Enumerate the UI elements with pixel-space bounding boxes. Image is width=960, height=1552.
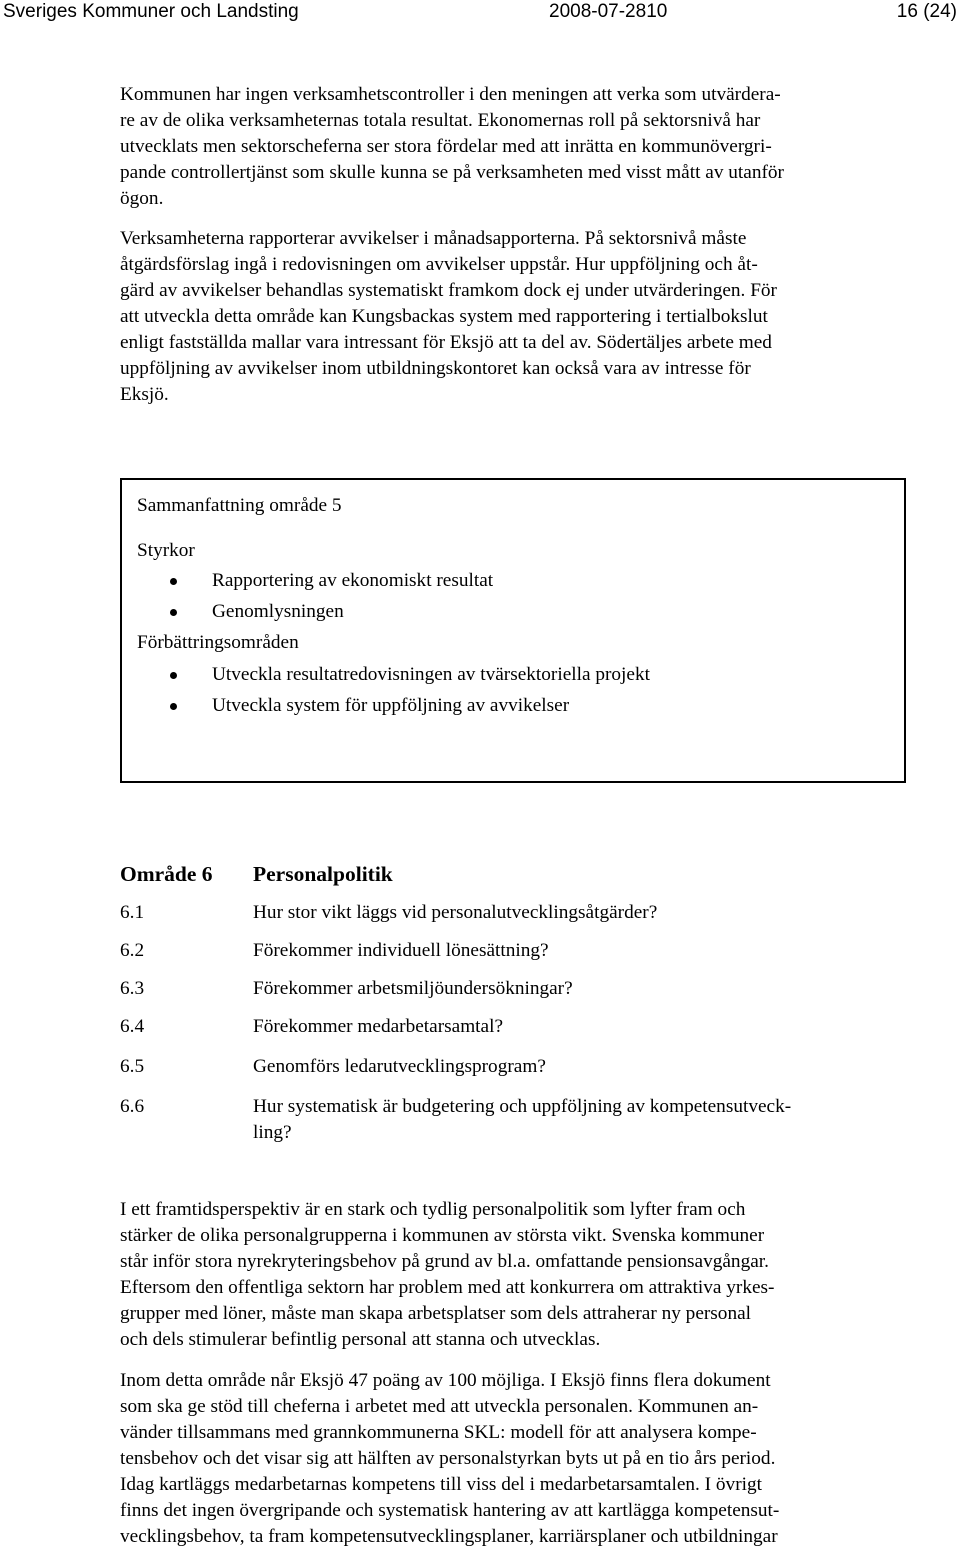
paragraph-score: [120, 1368, 910, 1550]
text-line: Eksjö.: [120, 384, 169, 405]
bullet-dot-icon: [170, 672, 177, 679]
text-line: ögon.: [120, 188, 164, 209]
improvements-heading: Förbättringsområden: [137, 632, 299, 653]
bullet-dot-icon: [170, 703, 177, 710]
text-line: Idag kartläggs medarbetarnas kompetens till viss del i medarbetarsamtalen. I övrigt: [120, 1474, 762, 1495]
section-title: Personalpolitik: [253, 862, 393, 886]
paragraph-controller: [120, 82, 910, 212]
text-line: Kommunen har ingen verksamhetscontroller i den meningen att verka som utvärdera-: [120, 84, 781, 105]
text-line: uppföljning av avvikelser inom utbildningskontoret kan också vara av intresse för: [120, 358, 751, 379]
text-line: I ett framtidsperspektiv är en stark och tydlig personalpolitik som lyfter fram och: [120, 1199, 746, 1220]
text-line: gärd av avvikelser behandlas systematiskt framkom dock ej under utvärderingen. För: [120, 280, 777, 301]
text-line: att utveckla detta område kan Kungsbackas system med rapportering i tertialbokslut: [120, 306, 768, 327]
section-number: Område 6: [120, 862, 213, 886]
text-line: står inför stora nyrekryteringsbehov på grund av bl.a. omfattande pensionsavgångar.: [120, 1251, 769, 1272]
text-line: utvecklats men sektorscheferna ser stora fördelar med att inrätta en kommunövergri-: [120, 136, 772, 157]
question-text: Hur systematisk är budgetering och uppföljning av kompetensutveck-: [253, 1096, 792, 1117]
text-line: Eftersom den offentliga sektorn har problem med att konkurrera om attraktiva yrkes-: [120, 1277, 775, 1298]
text-line: och dels stimulerar befintlig personal att stanna och utvecklas.: [120, 1329, 601, 1350]
question-text: Förekommer arbetsmiljöundersökningar?: [253, 978, 573, 999]
question-text: Genomförs ledarutvecklingsprogram?: [253, 1056, 546, 1077]
question-text: Hur stor vikt läggs vid personalutvecklingsåtgärder?: [253, 902, 658, 923]
summary-title: Sammanfattning område 5: [137, 495, 342, 516]
text-line: vecklingsbehov, ta fram kompetensutvecklingsplaner, karriärsplaner och utbildningar: [120, 1526, 778, 1547]
header-organization: Sveriges Kommuner och Landsting: [3, 1, 299, 22]
text-line: Inom detta område når Eksjö 47 poäng av 100 möjliga. I Eksjö finns flera dokument: [120, 1370, 771, 1391]
text-line: grupper med löner, måste man skapa arbetsplatser som dels attraherar ny personal: [120, 1303, 751, 1324]
paragraph-future-perspective: [120, 1197, 910, 1353]
summary-box: Sammanfattning område 5 Styrkor Rapportering av ekonomiskt resultat Genomlysningen Förbättringsområden Utveckla resultatredovisningen av tvärsektoriella projekt Utveckla system för uppföljning av avvikelser: [120, 478, 906, 783]
question-number: 6.1: [120, 902, 145, 923]
question-number: 6.2: [120, 940, 145, 961]
text-line: enligt fastställda mallar vara intressant för Eksjö att ta del av. Södertäljes arbete med: [120, 332, 772, 353]
bullet-dot-icon: [170, 609, 177, 616]
text-line: som ska ge stöd till cheferna i arbetet med att utveckla personalen. Kommunen an-: [120, 1396, 759, 1417]
question-number: 6.6: [120, 1096, 145, 1117]
text-line: Verksamheterna rapporterar avvikelser i månadsapporterna. På sektorsnivå måste: [120, 228, 747, 249]
text-line: åtgärdsförslag ingå i redovisningen om avvikelser uppstår. Hur uppföljning och åt-: [120, 254, 758, 275]
text-line: finns det ingen övergripande och systematisk hantering av att kartlägga kompetensut-: [120, 1500, 780, 1521]
header-page-number: 16 (24): [896, 1, 957, 22]
text-line: pande controllertjänst som skulle kunna se på verksamheten med visst mått av utanför: [120, 162, 784, 183]
question-text: Förekommer individuell lönesättning?: [253, 940, 549, 961]
strengths-heading: Styrkor: [137, 540, 195, 561]
bullet-dot-icon: [170, 578, 177, 585]
page-header: [0, 0, 960, 28]
paragraph-deviations: [120, 226, 910, 408]
text-line: stärker de olika personalgrupperna i kommunen av största vikt. Svenska kommuner: [120, 1225, 765, 1246]
text-line: tensbehov och det visar sig att hälften av personalstyrkan byts ut på en tio års period.: [120, 1448, 776, 1469]
question-number: 6.5: [120, 1056, 145, 1077]
question-text: Förekommer medarbetarsamtal?: [253, 1016, 504, 1037]
header-date: 2008-07-2810: [549, 1, 668, 22]
text-line: vänder tillsammans med grannkommunerna SKL: modell för att analysera kompe-: [120, 1422, 757, 1443]
question-number: 6.3: [120, 978, 145, 999]
question-number: 6.4: [120, 1016, 145, 1037]
text-line: re av de olika verksamheternas totala resultat. Ekonomernas roll på sektorsnivå har: [120, 110, 761, 131]
question-text: ling?: [253, 1122, 292, 1143]
